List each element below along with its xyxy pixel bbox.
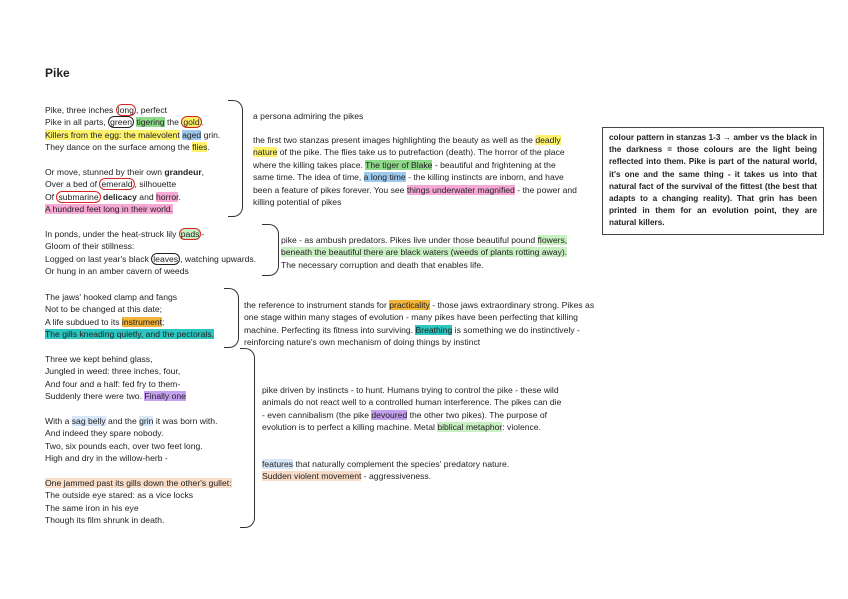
highlight: Breathing bbox=[415, 324, 453, 335]
poem-line: In ponds, under the heat-struck lily pads - bbox=[45, 229, 205, 239]
poem-line: Not to be changed at this date; bbox=[45, 304, 163, 315]
highlight: biblical metaphor bbox=[437, 422, 503, 433]
poem-line: Pike, three inches long , perfect bbox=[45, 105, 168, 115]
highlight: flowers, beneath the beautiful there are black waters (weeds of plants rotting away). bbox=[281, 235, 568, 258]
highlight: features bbox=[262, 459, 294, 469]
stanza-1 bbox=[45, 104, 220, 154]
highlight: a long time bbox=[363, 172, 406, 183]
poem-line: The same iron in his eye bbox=[45, 502, 139, 513]
highlight: flies bbox=[192, 142, 208, 153]
annotation-circle: leaves bbox=[153, 253, 179, 264]
highlight: Killers from the egg: the malevolent bbox=[45, 129, 180, 140]
poem-line: Over a bed of emerald , silhouette bbox=[45, 179, 177, 190]
poem-line: They dance on the surface among the flies. bbox=[45, 142, 210, 153]
poem-line: The outside eye stared: as a vice locks bbox=[45, 490, 194, 501]
stanza-brace bbox=[240, 348, 255, 528]
highlight: instrument bbox=[121, 316, 163, 327]
poem-line bbox=[45, 328, 214, 340]
highlight: practicality bbox=[389, 300, 430, 310]
poem-line: With a sag belly and the grin it was born with. bbox=[45, 416, 218, 426]
highlight: Finally one bbox=[144, 391, 186, 402]
poem-line: Or move, stunned by their own grandeur, bbox=[45, 167, 205, 177]
stanza-brace bbox=[262, 224, 279, 276]
highlight: The tiger of Blake bbox=[365, 159, 433, 170]
highlight: things underwater magnified bbox=[406, 184, 515, 195]
highlight: devoured bbox=[371, 409, 408, 420]
poem-line: A life subdued to its instrument; bbox=[45, 316, 165, 327]
stanza-5 bbox=[45, 353, 186, 403]
stanza-6 bbox=[45, 415, 217, 465]
note-stanza-5: pike driven by instincts - to hunt. Humans trying to control the pike - these wild animals do not react well to a controlled human interference. The pikes can die - even cannibalism (the pike devoured the other two pikes). The purpose of evolution is to perfect a killing machine. Metal biblical metaphor: violence. bbox=[262, 385, 562, 433]
highlight: A hundred feet long in their world. bbox=[45, 204, 174, 215]
highlight: gold bbox=[183, 117, 200, 128]
stanza-brace bbox=[224, 288, 239, 348]
highlight: The gills kneading quietly, and the pectorals. bbox=[45, 329, 214, 340]
poem-line: And four and a half: fed fry to them- bbox=[45, 378, 181, 389]
poem-line bbox=[45, 203, 204, 215]
highlight: deadly nature bbox=[253, 135, 561, 158]
poem-line: Jungled in weed: three inches, four, bbox=[45, 366, 181, 377]
annotation-circle: long bbox=[117, 105, 134, 115]
poem-line bbox=[45, 477, 232, 489]
highlight: horror bbox=[156, 191, 179, 202]
annotation-circle: green bbox=[110, 117, 133, 128]
poem-line: Suddenly there were two. Finally one bbox=[45, 391, 186, 402]
highlight: One jammed past its gills down the other's gullet: bbox=[45, 478, 232, 488]
poem-line: Gloom of their stillness: bbox=[45, 241, 135, 252]
note-stanza-6: features that naturally complement the species' predatory nature. Sudden violent movement - aggressiveness. bbox=[262, 459, 510, 482]
poem-line: High and dry in the willow-herb - bbox=[45, 453, 168, 464]
highlight: Sudden violent movement bbox=[262, 471, 362, 482]
stanza-3 bbox=[45, 228, 256, 278]
highlight: aged bbox=[182, 129, 202, 140]
highlight: pads bbox=[180, 229, 200, 239]
poem-line: Logged on last year's black leaves , watching upwards. bbox=[45, 253, 257, 264]
poem-line: Pike in all parts, green tigering the gold . bbox=[45, 117, 204, 128]
summary-box: colour pattern in stanzas 1-3 → amber vs the black in the darkness = those colours are the light being reflected into them. Pike is part of the natural world, it's one and the same thing - it takes us into that natural fact of the survival of the fittest (the best that adapts to a changing reality). That grin has been printed in them for an evolution point, they are natural killers. bbox=[602, 127, 824, 235]
poem-line: Killers from the egg: the malevolent aged grin. bbox=[45, 129, 221, 140]
poem-line: The jaws' hooked clamp and fangs bbox=[45, 292, 178, 302]
page-title: Pike bbox=[45, 66, 70, 80]
stanza-2 bbox=[45, 166, 204, 216]
annotation-circle: emerald bbox=[101, 179, 133, 190]
note-stanza-3: pike - as ambush predators. Pikes live under those beautiful pound flowers, beneath the beautiful there are black waters (weeds of plants rotting away). The necessary corruption and death that enables life. bbox=[281, 235, 568, 270]
poem-line: And indeed they spare nobody. bbox=[45, 428, 164, 439]
stanza-brace bbox=[228, 100, 243, 217]
highlight: grin bbox=[139, 416, 154, 426]
poem-line: Two, six pounds each, over two feet long. bbox=[45, 440, 203, 451]
poem-line: Or hung in an amber cavern of weeds bbox=[45, 266, 189, 277]
poem-line: Though its film shrunk in death. bbox=[45, 515, 165, 526]
poem-line: Three we kept behind glass, bbox=[45, 354, 153, 364]
highlight: tigering bbox=[136, 117, 165, 128]
note-stanza-4: the reference to instrument stands for practicality - those jaws extraordinary strong. Pikes as one stage within many stages of evolution - many pikes have been perfecting that killing machine. Perfecting its fitness into surviving. Breathing is something we do instinctively - reinforcing nature's own mechanism of doing things by instinct bbox=[244, 300, 595, 348]
note-persona: a persona admiring the pikes bbox=[253, 111, 364, 121]
highlight: sag belly bbox=[71, 416, 106, 426]
note-stanzas-1-2: the first two stanzas present images highlighting the beauty as well as the deadly nature of the pike. The flies take us to putrefaction (death). The horror of the place where the killing takes place. The tiger of Blake - beautiful and frightening at the same time. The idea of time, a long time - the killing instincts are inborn, and have been a feature of pikes forever. You see things underwater magnified - the power and killing potential of pikes bbox=[253, 135, 577, 208]
annotation-circle: submarine bbox=[58, 191, 99, 202]
stanza-4 bbox=[45, 291, 214, 341]
stanza-7 bbox=[45, 477, 232, 527]
poem-line: Of submarine delicacy and horror. bbox=[45, 191, 181, 202]
